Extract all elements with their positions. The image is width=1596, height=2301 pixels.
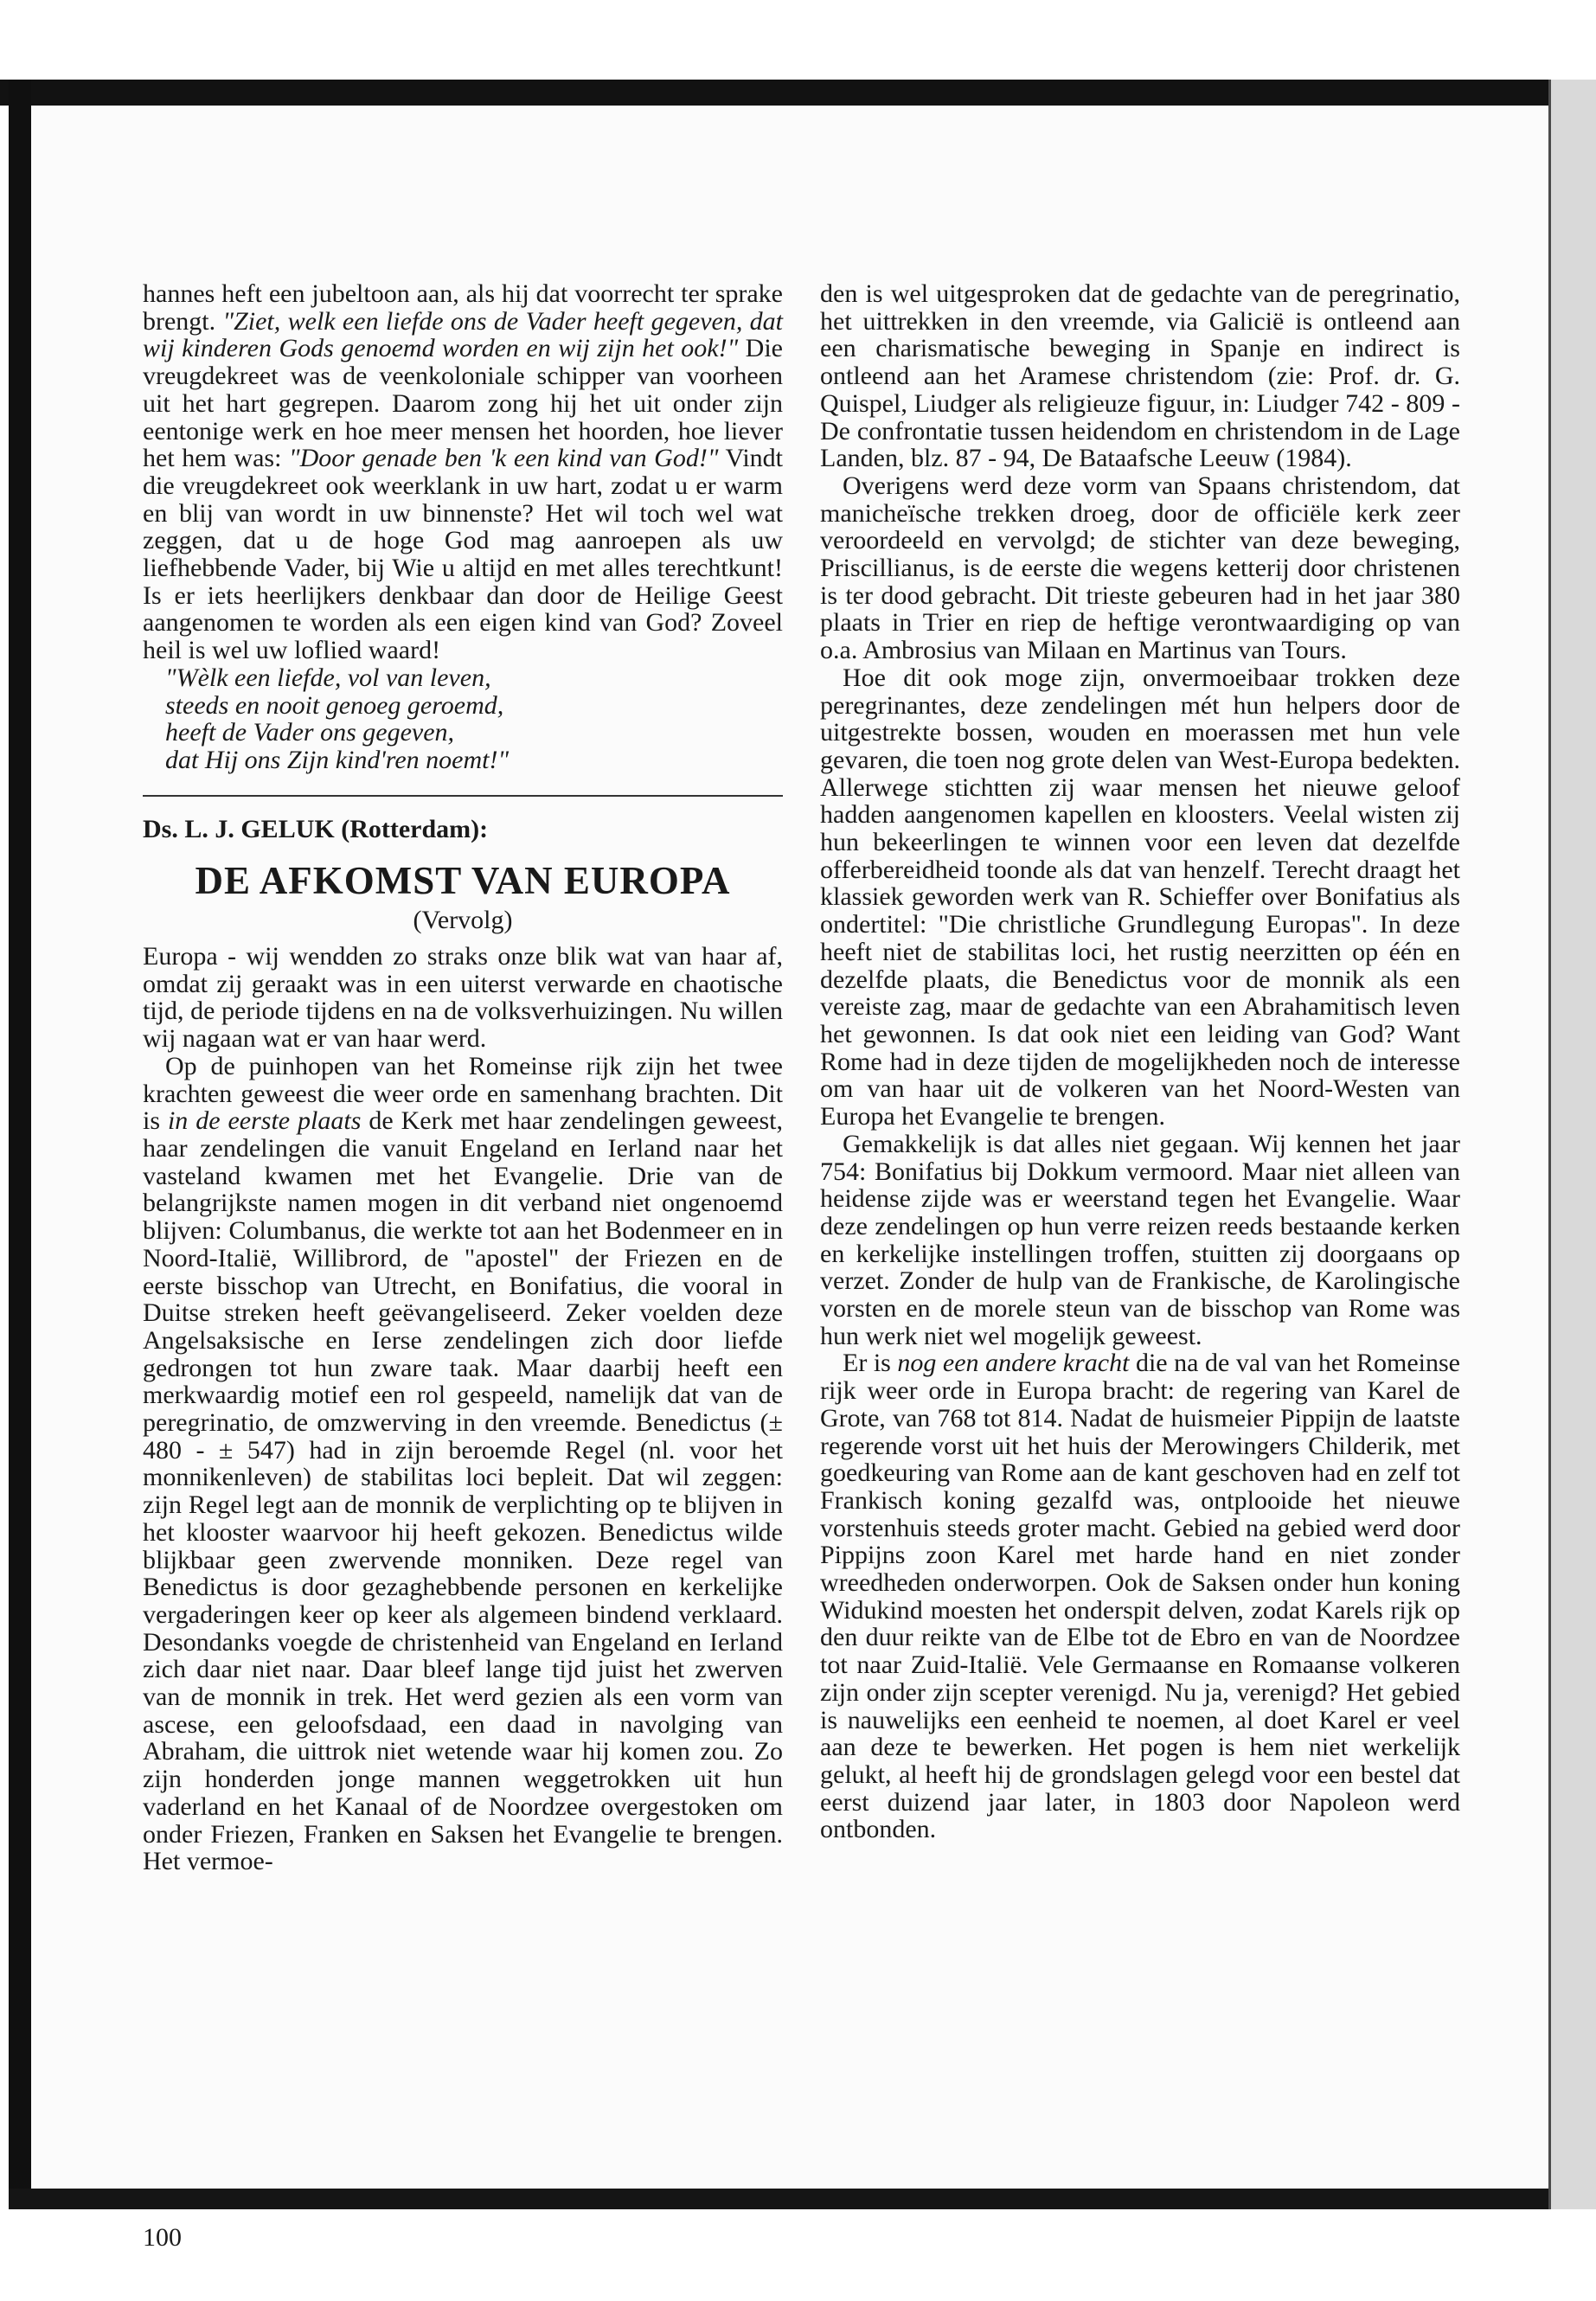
poem-line: steeds en nooit genoeg geroemd, <box>165 690 504 720</box>
scan-border-bottom <box>9 2189 1566 2209</box>
scan-border-left <box>9 80 31 2208</box>
article-paragraph-4: Overigens werd deze vorm van Spaans christendom, dat manicheïsche trekken droeg, door de officiële kerk zeer veroordeeld en vervolgd; de stichter van deze beweging, Priscillianus, is de eerste die wegens ketterij door christenen is ter dood gebracht. Dit trieste gebeuren had in het jaar 380 plaats in Trier en riep de heftige verontwaardiging op van o.a. Ambrosius van Milaan en Martinus van Tours. <box>820 471 1460 665</box>
intro-text-2: Die vreugdekreet was de veenkoloniale schipper van voorheen uit het hart gegrepen. Daarom zong hij het uit onder zijn eentonige werk en hoe meer mensen het hoorden, hoe liever het hem was: <box>143 334 783 473</box>
page-number: 100 <box>143 2223 182 2252</box>
paragraph-text: Op de puinhopen van het Romeinse rijk zijn het twee krachten geweest die weer orde en samenhang brachten. Dit is <box>143 1051 783 1136</box>
article-author: Ds. L. J. GELUK (Rotterdam): <box>143 814 489 843</box>
intro-paragraph <box>143 280 783 664</box>
left-column <box>143 280 783 1875</box>
article-paragraph-6: Gemakkelijk is dat alles niet gegaan. Wij kennen het jaar 754: Bonifatius bij Dokkum vermoord. Maar niet alleen van heidense zijde was er weerstand tegen het Evangelie. Waar deze zendelingen op hun verre reizen reeds bestaande kerken en kerkelijke instellingen troffen, stuitten zij doorgaans op verzet. Zonder de hulp van de Frankische, de Karolingische vorsten en de morele steun van de bisschop van Rome was hun werk niet wel mogelijk geweest. <box>820 1129 1460 1350</box>
intro-text-3: Vindt die vreugdekreet ook weerklank in uw hart, zodat u er warm en blij van wordt in uw binnenste? Het wil toch wel wat zeggen, dat u de hoge God mag aanroepen als uw liefhebbende Vader, bij Wie u altijd en met alles terechtkunt! Is er iets heerlijkers denkbaar dan door de Heilige Geest aangenomen te worden als een eigen kind van God? Zoveel heil is wel uw loflied waard! <box>143 444 783 665</box>
scan-border-right <box>1548 80 1596 2209</box>
article-headline: DE AFKOMST VAN EUROPA <box>195 859 731 903</box>
article-subheading: (Vervolg) <box>413 906 513 935</box>
article-paragraph-5: Hoe dit ook moge zijn, onvermoeibaar trokken deze peregrinantes, deze zendelingen mét hun helpers door de uitgestrekte bossen, wouden en moerassen met hun vele gevaren, die toen nog grote delen van West-Europa bedekten. Allerwege stichtten zij waar mensen het nieuwe geloof hadden aangenomen kapellen en kloosters. Veelal wisten zij hun bekeerlingen te winnen voor een leven dat dezelfde offerbereidheid toonde als dat van henzelf. Terecht draagt het klassiek geworden werk van R. Schieffer over Bonifatius als ondertitel: "Die christliche Grundlegung Europas". In deze heeft niet de stabilitas loci, het rustig neerzitten op één en dezelfde plaats, die Benedictus voor de monnik als een vereiste zag, maar de gedachte van een Abrahamitisch leven het gewonnen. Is dat ook niet een leiding van God? Want Rome had in deze tijden de mogelijkheden noch de interesse om van haar uit de volkeren van het Noord-Westen van Europa het Evangelie te brengen. <box>820 663 1460 1131</box>
emphasis-text: in de eerste plaats <box>167 1106 362 1136</box>
paragraph-text: Er is <box>843 1349 898 1378</box>
poem-line: dat Hij ons Zijn kind'ren noemt!" <box>165 745 510 774</box>
scan-border-top <box>0 80 1596 106</box>
paragraph-text: de Kerk met haar zendelingen geweest, haar zendelingen die vanuit Engeland en Ierland naar het vasteland kwamen met het Evangelie. Drie van de belangrijkste namen mogen in dit verband niet ongenoemd blijven: Columbanus, die werkte tot aan het Bodenmeer en in Noord-Italië, Willibrord, de "apostel" der Friezen en de eerste bisschop van Utrecht, en Bonifatius, die vooral in Duitse streken heeft geëvangeliseerd. Zeker voelden deze Angelsaksische en Ierse zendelingen zich door liefde gedrongen tot hun zware taak. Maar daarbij heeft een merkwaardig motief een rol gespeeld, namelijk dat van de peregrinatio, de omzwerving in den vreemde. Benedictus (± 480 - ± 547) had in zijn beroemde Regel (nl. voor het monnikenleven) de stabilitas loci bepleit. Dat wil zeggen: zijn Regel legt aan de monnik de verplichting op te blijven in het klooster waarvoor hij heeft gekozen. Benedictus wilde blijkbaar geen zwervende monniken. Deze regel van Benedictus is door gezaghebbende personen en kerkelijke vergaderingen keer op keer als algemeen bindend verklaard. Desondanks voegde de christenheid van Engeland en Ierland zich daar niet naar. Daar bleef lange tijd juist het zwerven van de monnik in trek. Het werd gezien als een vorm van ascese, een geloofsdaad, een daad in navolging van Abraham, die uittrok niet wetende waar hij komen zou. Zo zijn honderden jonge mannen weggetrokken uit hun vaderland en het Kanaal of de Noordzee overgestoken om onder Friezen, Franken en Saksen het Evangelie te brengen. Het vermoe- <box>143 1106 783 1876</box>
intro-quote-1: "Ziet, welk een liefde ons de Vader heeft gegeven, dat wij kinderen Gods genoemd worden en wij zijn het ook!" <box>143 306 784 363</box>
section-divider <box>143 795 783 797</box>
poem-line: "Wèlk een liefde, vol van leven, <box>165 663 491 692</box>
article-paragraph-2 <box>143 1053 783 1875</box>
document-page <box>31 106 1548 2252</box>
emphasis-text: nog een andere kracht <box>897 1349 1130 1378</box>
right-column <box>820 280 1460 1843</box>
intro-text-1: hannes heft een jubeltoon aan, als hij dat voorrecht ter sprake brengt. <box>143 279 783 336</box>
paragraph-text: die na de val van het Romeinse rijk weer orde in Europa bracht: de regering van Karel de Grote, van 768 tot 814. Nadat de huismeier Pippijn de laatste regerende vorst uit het huis der Merowingers Childerik, met goedkeuring van Rome aan de kant geschoven had en zelf tot Frankisch koning gezalfd was, ontplooide het nieuwe vorstenhuis steeds groter macht. Gebied na gebied werd door Pippijns zoon Karel met harde hand en niet zonder wreedheden onderworpen. Ook de Saksen onder hun koning Widukind moesten het onderspit delven, zodat Karels rijk op den duur reikte van de Elbe tot de Ebro en van de Noordzee tot naar Zuid-Italië. Vele Germaanse en Romaanse volkeren zijn onder zijn scepter verenigd. Nu ja, verenigd? Het gebied is nauwelijks een eenheid te noemen, al doet Karel er veel aan deze te bewerken. Het pogen is hem niet werkelijk gelukt, al heeft hij de grondslagen gelegd voor een bestel dat eerst duizend jaar later, in 1803 door Napoleon werd ontbonden. <box>820 1349 1461 1844</box>
page-edge-line <box>1548 80 1551 2209</box>
article-paragraph-7 <box>820 1349 1460 1843</box>
intro-quote-2: "Door genade ben 'k een kind van God!" <box>289 444 719 473</box>
article-paragraph-3: den is wel uitgesproken dat de gedachte van de peregrinatio, het uittrekken in den vreemde, via Galicië is ontleend aan een charismatische beweging in Spanje en indirect is ontleend aan het Aramese christendom (zie: Prof. dr. G. Quispel, Liudger als religieuze figuur, in: Liudger 742 - 809 - De confrontatie tussen heidendom en christendom in de Lage Landen, blz. 87 - 94, De Bataafsche Leeuw (1984). <box>820 279 1460 473</box>
poem <box>143 664 783 774</box>
poem-line: heeft de Vader ons gegeven, <box>165 718 455 747</box>
article-paragraph-1: Europa - wij wendden zo straks onze blik wat van haar af, omdat zij geraakt was in een uiterst verwarde en chaotische tijd, de periode tijdens en na de volksverhuizingen. Nu willen wij nagaan wat er van haar werd. <box>143 942 783 1054</box>
